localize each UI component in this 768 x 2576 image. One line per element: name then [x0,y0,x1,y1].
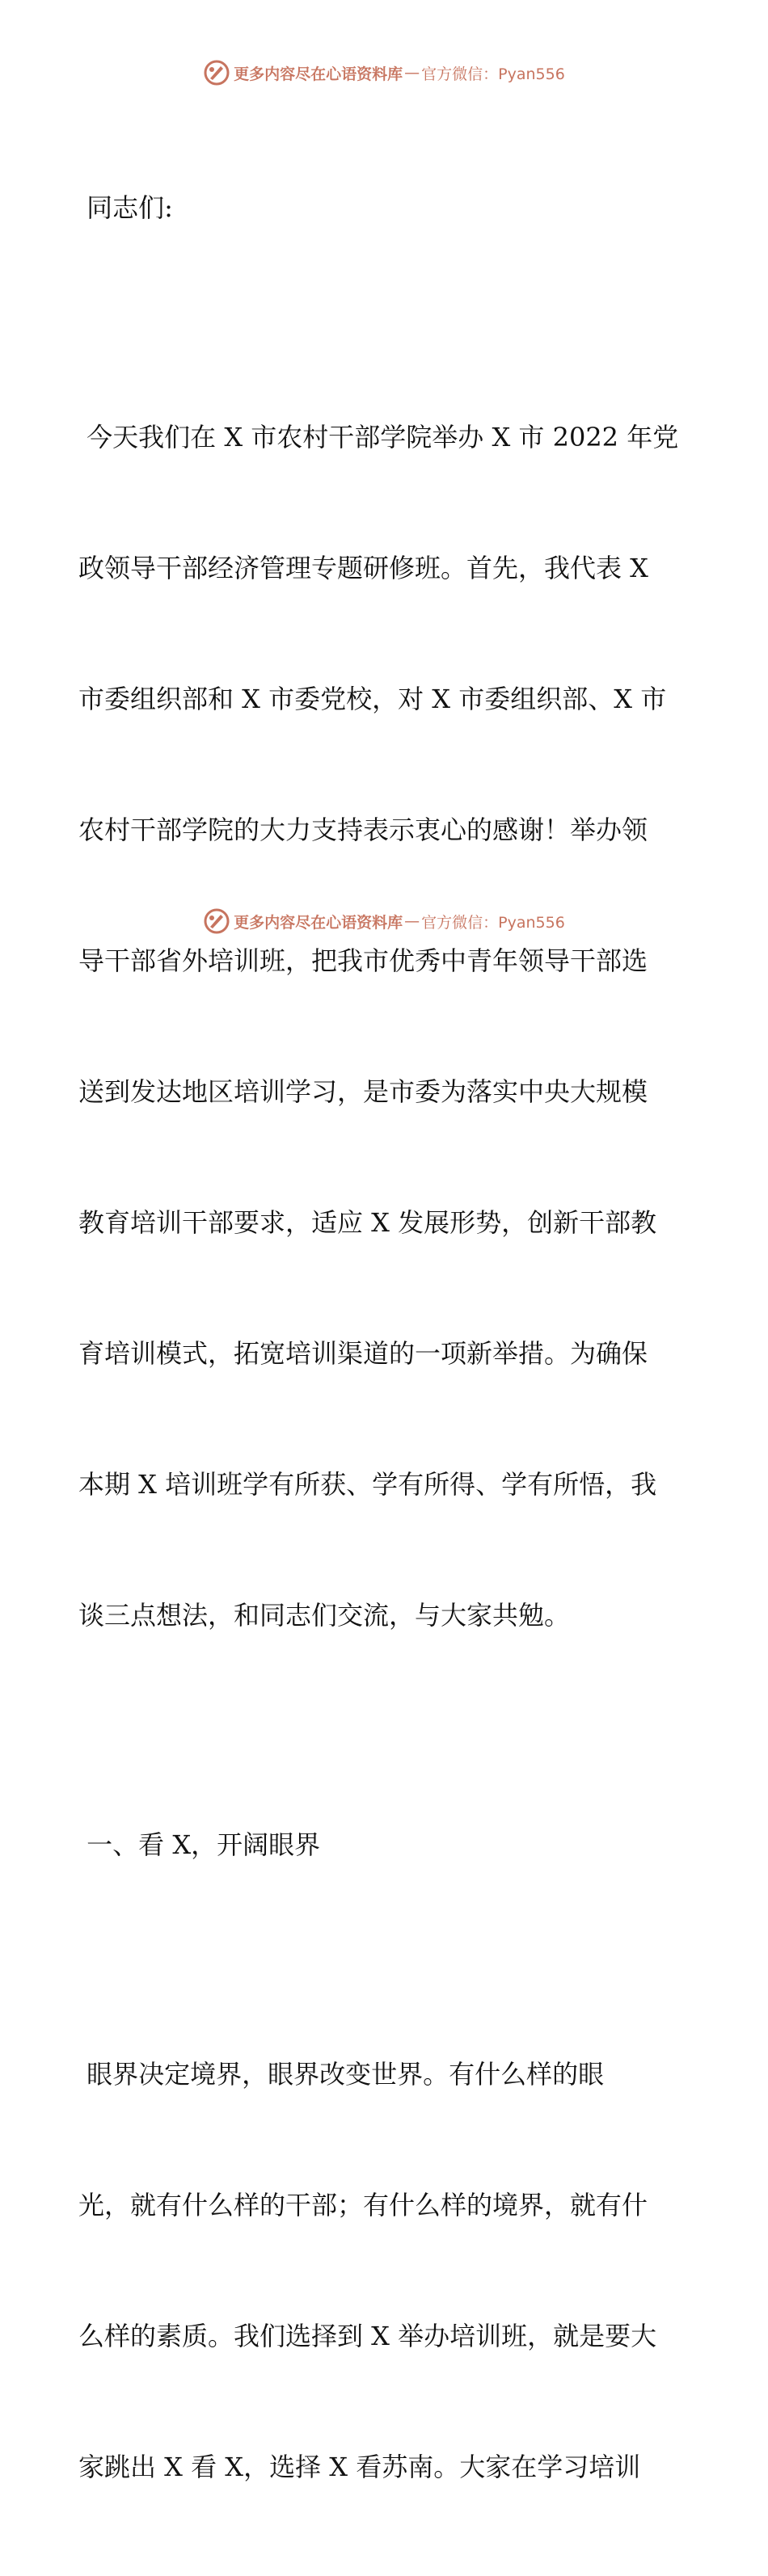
feather-pen-logo-icon [203,907,230,935]
watermark-suffix-text: 官方微信：Pyan556 [421,913,565,932]
paragraph-line: 谈三点想法，和同志们交流，与大家共勉。 [78,1600,571,1631]
salutation-text: 同志们: [78,192,173,223]
paragraph-line: 市委组织部和 X 市委党校，对 X 市委组织部、X 市 [78,684,667,714]
header-watermark [0,57,768,89]
watermark-separator: — [404,912,420,930]
document-body [78,99,693,2576]
feather-pen-logo-icon [203,59,230,86]
footer-watermark [0,905,768,937]
section-heading-text: 一、看 X，开阔眼界 [78,1829,321,1860]
paragraph-line: 么样的素质。我们选择到 X 举办培训班，就是要大 [78,2321,657,2351]
salutation [78,99,693,317]
paragraph-line: 导干部省外培训班，把我市优秀中青年领导干部选 [78,945,648,976]
paragraph-line: 本期 X 培训班学有所获、学有所得、学有所悟，我 [78,1469,657,1500]
section-heading-1 [78,1736,693,1954]
watermark-suffix-text: 官方微信：Pyan556 [421,65,565,83]
watermark-main-text: 更多内容尽在心语资料库 [234,913,403,932]
paragraph-line: 今天我们在 X 市农村干部学院举办 X 市 2022 年党 [78,422,679,452]
watermark-main-text: 更多内容尽在心语资料库 [234,65,403,83]
paragraph-line: 光，就有什么样的干部；有什么样的境界，就有什 [78,2190,648,2220]
paragraph-2 [78,1965,693,2576]
paragraph-1 [78,328,693,1724]
paragraph-line: 农村干部学院的大力支持表示衷心的感谢！举办领 [78,814,648,845]
paragraph-line: 送到发达地区培训学习，是市委为落实中央大规模 [78,1076,648,1107]
watermark-separator: — [404,64,420,82]
paragraph-line: 教育培训干部要求，适应 X 发展形势，创新干部教 [78,1207,657,1238]
paragraph-line: 眼界决定境界，眼界改变世界。有什么样的眼 [78,2059,605,2090]
paragraph-line: 育培训模式，拓宽培训渠道的一项新举措。为确保 [78,1338,648,1369]
paragraph-line: 家跳出 X 看 X，选择 X 看苏南。大家在学习培训 [78,2452,641,2482]
paragraph-line: 政领导干部经济管理专题研修班。首先，我代表 X [78,553,648,583]
